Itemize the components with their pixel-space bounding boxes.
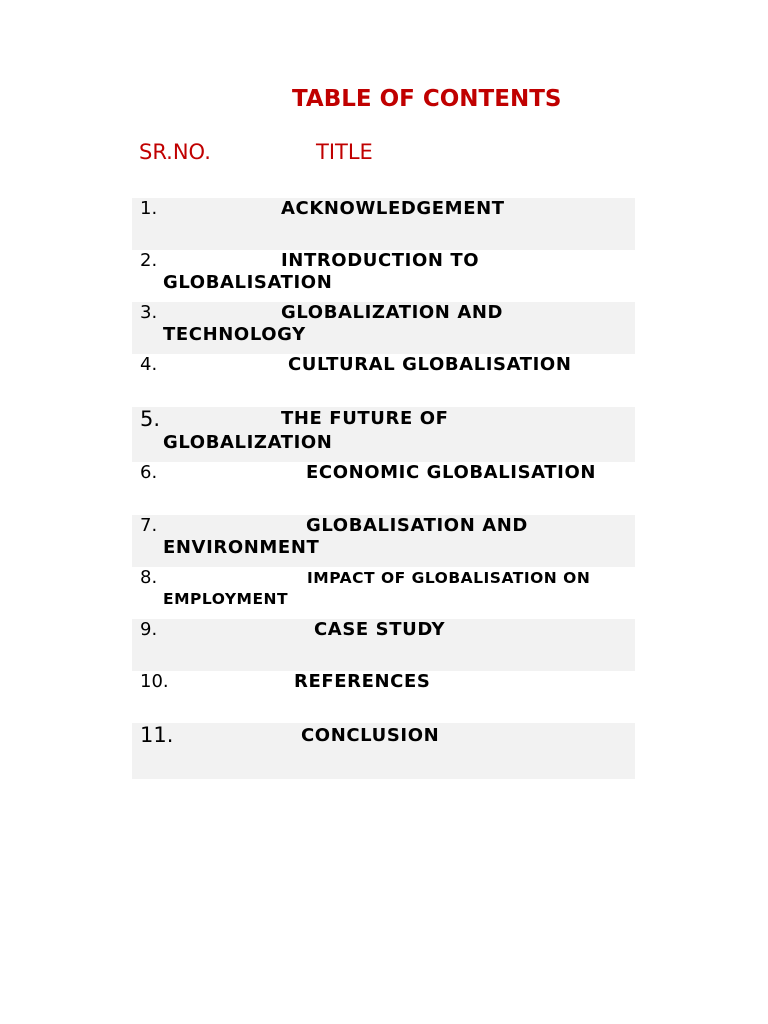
toc-entry-number: 11.	[140, 723, 174, 747]
toc-entry-references	[132, 671, 635, 723]
toc-entry-title: INTRODUCTION TO	[281, 250, 480, 271]
toc-entry-title-continued: GLOBALIZATION	[163, 432, 333, 453]
toc-entry-number: 2.	[140, 250, 158, 271]
toc-entry-cultural	[132, 354, 635, 407]
toc-entry-environment	[132, 515, 635, 567]
toc-entry-employment	[132, 567, 635, 619]
toc-entry-number: 9.	[140, 619, 158, 640]
toc-entry-number: 6.	[140, 462, 158, 483]
toc-entry-title: ECONOMIC GLOBALISATION	[306, 462, 597, 483]
toc-entry-title: IMPACT OF GLOBALISATION ON	[307, 569, 591, 587]
toc-entry-conclusion	[132, 723, 635, 779]
toc-entry-title: CASE STUDY	[314, 619, 446, 640]
toc-entry-number: 5.	[140, 407, 161, 431]
toc-entry-title: GLOBALISATION AND	[306, 515, 528, 536]
toc-entry-number: 4.	[140, 354, 158, 375]
column-header-sr-no: SR.NO.	[139, 140, 211, 164]
page-title: TABLE OF CONTENTS	[292, 86, 562, 112]
toc-entry-introduction	[132, 250, 635, 302]
toc-entry-title: REFERENCES	[294, 671, 431, 692]
toc-entry-title-continued: TECHNOLOGY	[163, 324, 306, 345]
toc-entry-number: 10.	[140, 671, 169, 692]
toc-entry-title: GLOBALIZATION AND	[281, 302, 504, 323]
toc-entry-number: 3.	[140, 302, 158, 323]
toc-entry-case-study	[132, 619, 635, 671]
toc-entry-title-continued: ENVIRONMENT	[163, 537, 320, 558]
toc-entry-title: ACKNOWLEDGEMENT	[281, 198, 505, 219]
toc-entry-title: THE FUTURE OF	[281, 408, 449, 429]
toc-entry-number: 8.	[140, 567, 158, 588]
toc-entry-title-continued: GLOBALISATION	[163, 272, 333, 293]
toc-entry-title: CULTURAL GLOBALISATION	[288, 354, 572, 375]
toc-entry-number: 1.	[140, 198, 158, 219]
toc-entry-acknowledgement	[132, 198, 635, 250]
toc-entry-title-continued: EMPLOYMENT	[163, 590, 289, 608]
toc-entry-number: 7.	[140, 515, 158, 536]
toc-entry-title: CONCLUSION	[301, 725, 440, 746]
column-header-title: TITLE	[316, 140, 373, 164]
toc-entry-future	[132, 407, 635, 462]
toc-entry-technology	[132, 302, 635, 354]
toc-entry-economic	[132, 462, 635, 515]
